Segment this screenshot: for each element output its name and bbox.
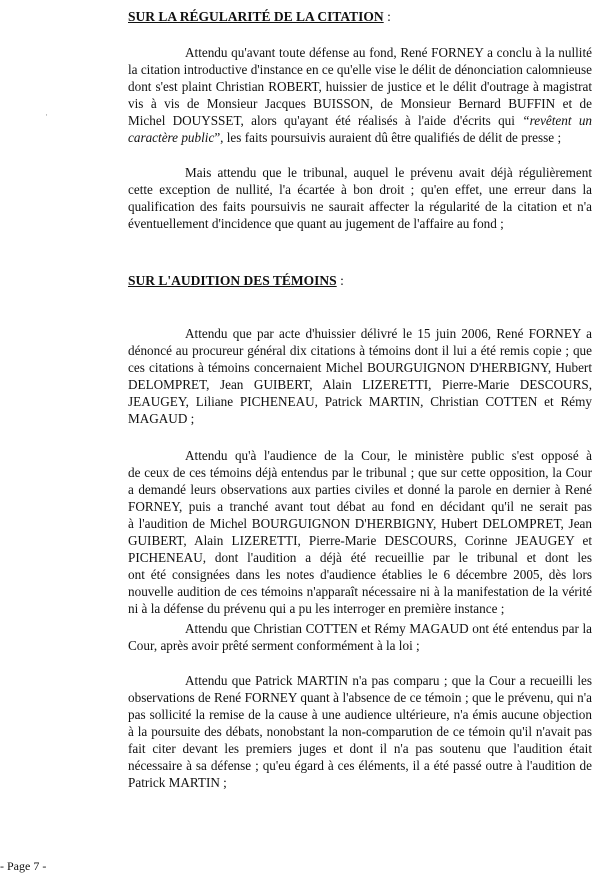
heading-colon: : bbox=[383, 9, 391, 24]
text-line: dont s'est plaint Christian ROBERT, huissier de justice et le délit d'outrage à magistrat bbox=[128, 79, 592, 94]
text-line: de ceux de ces témoins déjà entendus par le tribunal ; que sur cette opposition, la Cour bbox=[128, 465, 592, 480]
heading-title: SUR L'AUDITION DES TÉMOINS bbox=[128, 273, 337, 288]
text-segment: ”, les faits poursuivis auraient dû être qualifiés de délit de presse ; bbox=[214, 130, 562, 145]
paragraph bbox=[128, 164, 592, 232]
text-line: Attendu que par acte d'huissier délivré le 15 juin 2006, René FORNEY a bbox=[185, 326, 592, 341]
text-line: FORNEY, puis a tranché avant tout débat au fond en décidant qu'il ne serait pas bbox=[128, 499, 592, 514]
section-heading-audition bbox=[128, 273, 344, 289]
text-line: à l'audition de Michel BOURGUIGNON D'HERBIGNY, Hubert DELOMPRET, Jean bbox=[128, 516, 592, 531]
text-line: Attendu que Patrick MARTIN n'a pas comparu ; que la Cour a recueilli les bbox=[185, 673, 592, 688]
section-heading-regularite bbox=[128, 9, 391, 25]
text-line: GUIBERT, Alain LIZERETTI, Pierre-Marie DESCOURS, Corinne JEAUGEY et bbox=[128, 533, 592, 548]
text-line: à la poursuite des débats, nonobstant la non-comparution de ce témoin qu'il n'avait pas bbox=[128, 724, 592, 739]
text-line: Attendu qu'à l'audience de la Cour, le ministère public s'est opposé à bbox=[185, 448, 592, 463]
text-line: JEAUGEY, Liliane PICHENEAU, Patrick MARTIN, Christian COTTEN et Rémy bbox=[128, 394, 592, 409]
text-line bbox=[128, 129, 592, 146]
text-line: dénoncé au procureur général dix citations à témoins dont il lui a été remis copie ; que bbox=[128, 343, 592, 358]
text-line: Attendu que Christian COTTEN et Rémy MAGAUD ont été entendus par la bbox=[185, 621, 592, 636]
text-line: observations de René FORNEY quant à l'absence de ce témoin ; que le prévenu, qui n'a bbox=[128, 690, 592, 705]
text-line: Patrick MARTIN ; bbox=[128, 775, 227, 790]
text-line: qualification des faits poursuivis ne saurait affecter la régularité de la citation et n'a bbox=[128, 199, 592, 214]
paragraph bbox=[128, 447, 592, 617]
text-line: Mais attendu que le tribunal, auquel le prévenu avait déjà régulièrement bbox=[185, 165, 592, 180]
text-line: ont été consignées dans les notes d'audience établies le 6 décembre 2005, dès lors bbox=[128, 567, 592, 582]
text-line: la citation introductive d'instance en ce qu'elle vise le délit de dénonciation calomnieuse bbox=[128, 62, 592, 77]
page-number: - Page 7 - bbox=[0, 859, 47, 873]
text-line: PICHENEAU, dont l'audition a déjà été recueillie par le tribunal et dont les bbox=[128, 550, 592, 565]
paragraph bbox=[128, 620, 592, 654]
quoted-text: “revêtent un bbox=[522, 113, 592, 128]
text-line: a demandé leurs observations aux parties civiles et donné la parole en dernier à René bbox=[128, 482, 592, 497]
heading-colon: : bbox=[336, 273, 344, 288]
heading-title: SUR LA RÉGULARITÉ DE LA CITATION bbox=[128, 9, 384, 24]
text-line: Cour, après avoir prêté serment conformément à la loi ; bbox=[128, 638, 420, 653]
scan-mark: · bbox=[45, 110, 48, 120]
text-line: ces citations à témoins concernaient Michel BOURGUIGNON D'HERBIGNY, Hubert bbox=[128, 360, 592, 375]
text-line: vis à vis de Monsieur Jacques BUISSON, de Monsieur Bernard BUFFIN et de bbox=[128, 96, 592, 111]
quoted-text: caractère public bbox=[128, 130, 215, 145]
text-line: ni à la défense du prévenu qui a pu les interroger en première instance ; bbox=[128, 601, 505, 616]
text-line: Attendu qu'avant toute défense au fond, René FORNEY a conclu à la nullité bbox=[185, 45, 592, 60]
text-line: DELOMPRET, Jean GUIBERT, Alain LIZERETTI, Pierre-Marie DESCOURS, bbox=[128, 377, 592, 392]
text-line: éventuellement d'incidence que quant au jugement de l'affaire au fond ; bbox=[128, 216, 504, 231]
text-segment: Michel DOUYSSET, alors qu'ayant été réalisés à l'aide d'écrits qui bbox=[128, 113, 523, 128]
paragraph bbox=[128, 44, 592, 146]
text-line: pas sollicité la remise de la cause à une audience ultérieure, n'a émis aucune objection bbox=[128, 707, 592, 722]
paragraph bbox=[128, 325, 592, 427]
text-line bbox=[128, 112, 592, 129]
text-line: nouvelle audition de ces témoins n'apparaît nécessaire ni à la manifestation de la vérité bbox=[128, 584, 592, 599]
paragraph bbox=[128, 672, 592, 791]
text-line: MAGAUD ; bbox=[128, 411, 195, 426]
text-line: cette exception de nullité, l'a écartée à bon droit ; qu'en effet, une erreur dans la bbox=[128, 182, 592, 197]
text-line: fait citer devant les premiers juges et dont il n'a pas soutenu que l'audition était bbox=[128, 741, 592, 756]
text-line: nécessaire à sa défense ; qu'eu égard à ces éléments, il a été passé outre à l'audition de bbox=[128, 758, 592, 773]
